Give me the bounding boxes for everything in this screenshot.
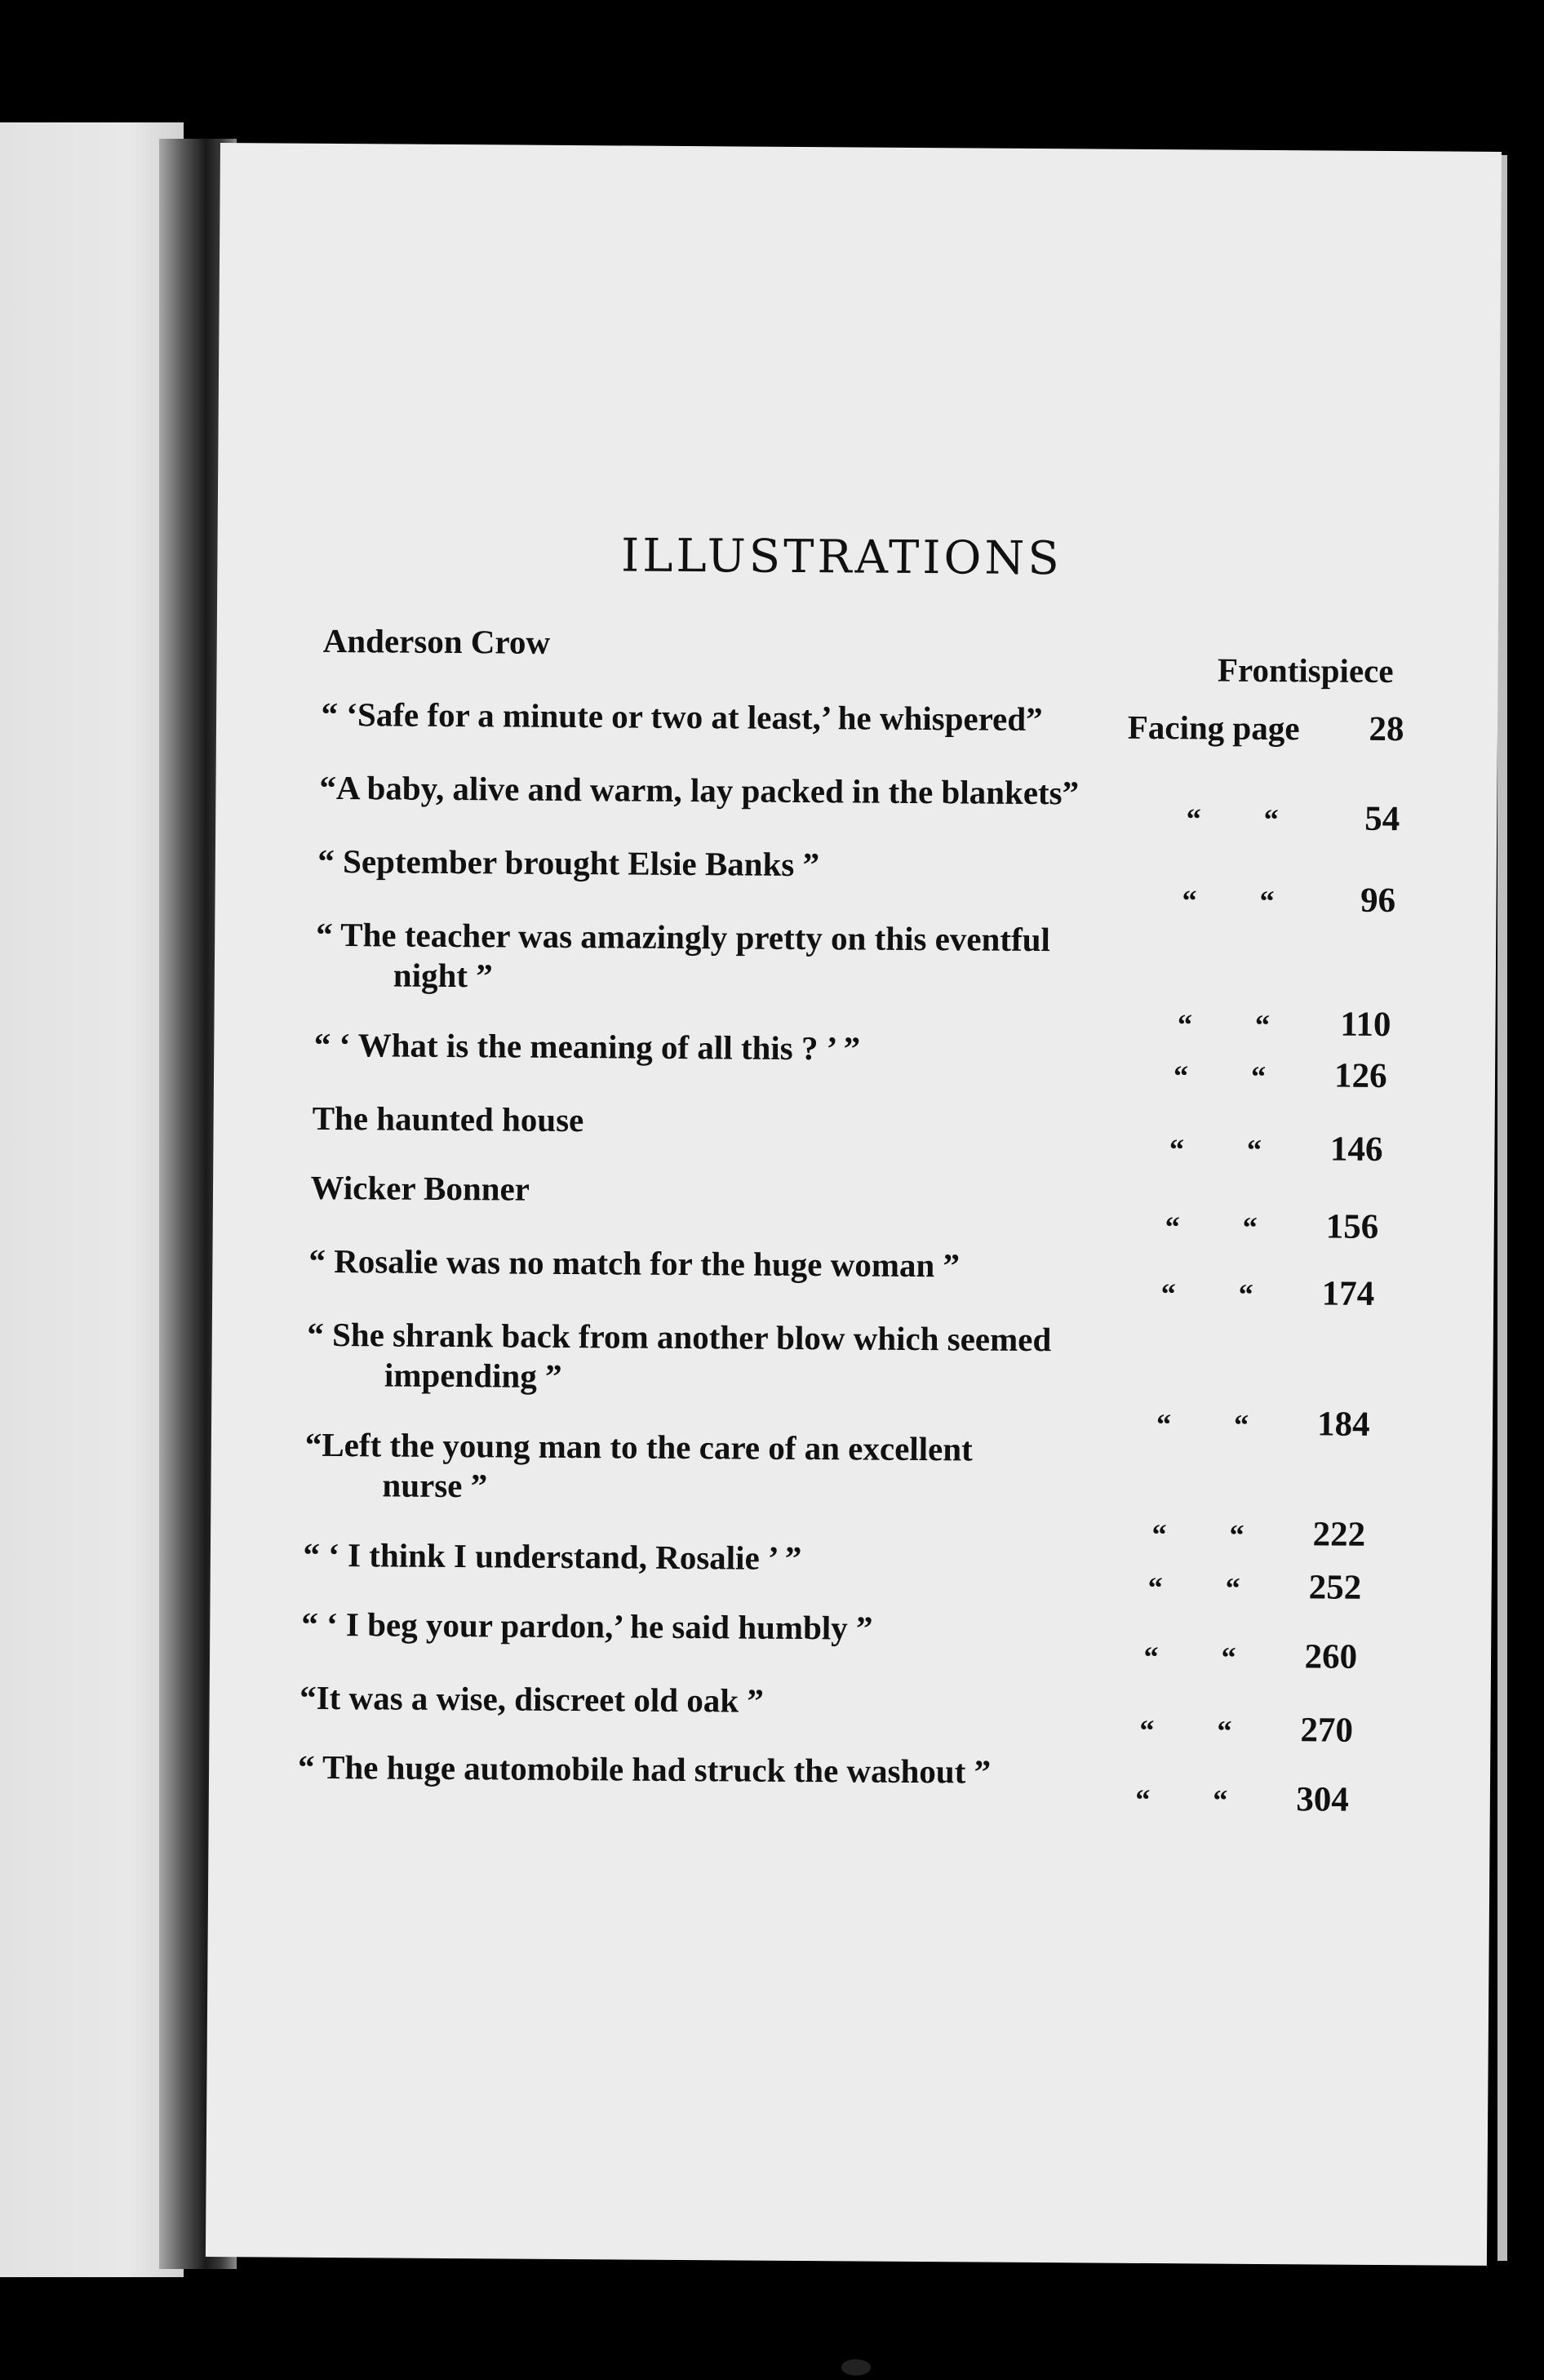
illustration-entry [316,915,1459,1045]
ditto-mark: “ [1143,1640,1159,1674]
illustration-caption [299,1678,1083,1724]
ditto-mark: “ [1182,884,1197,917]
caption-line: The haunted house [312,1099,584,1139]
illustration-caption [319,768,1103,814]
caption-line: “ ‘ I think I understand, Rosalie ’ ” [303,1535,802,1578]
illustration-caption [304,1425,1089,1511]
ditto-mark: “ [1173,1059,1189,1093]
facing-left-page [0,122,184,2277]
ditto-mark: “ [1225,1571,1240,1605]
illustration-entry [322,621,1466,690]
page-number: 146 [1329,1130,1383,1169]
caption-line: “ She shrank back from another blow which seemed [307,1315,1052,1359]
illustration-caption [307,1315,1091,1401]
illustration-entry [301,1605,1444,1676]
page-number: 174 [1321,1274,1375,1313]
illustration-caption [310,1168,1094,1214]
ditto-mark: “ [1233,1408,1249,1441]
illustration-entry [313,1025,1457,1096]
caption-line: Wicker Bonner [310,1168,530,1208]
ditto-mark: “ [1254,1008,1271,1042]
page-reference [1138,1127,1382,1171]
ditto-mark: “ [1169,1133,1185,1166]
page-reference [1128,707,1404,751]
page-reference [1142,1054,1386,1098]
caption-line: “ ‘ I beg your pardon,’ he said humbly ” [301,1605,873,1647]
illustration-caption [314,1025,1098,1071]
ditto-mark: “ [1213,1783,1228,1817]
ditto-mark: “ [1217,1714,1232,1747]
ditto-mark: “ [1229,1518,1245,1552]
ditto-mark: “ [1177,1008,1193,1041]
page-reference [1116,1565,1361,1610]
page-number: 260 [1304,1637,1358,1676]
page-number: 96 [1360,881,1396,921]
ditto-mark: “ [1139,1713,1155,1747]
page-reference [1108,1708,1353,1752]
page-number: 126 [1333,1056,1387,1096]
page-number: 28 [1369,709,1404,749]
ditto-mark: “ [1259,884,1275,918]
illustration-entry [317,841,1460,921]
ditto-mark: “ [1242,1210,1258,1244]
caption-line: Anderson Crow [322,621,551,661]
ditto-mark: “ [1186,802,1201,836]
page-number: 54 [1364,799,1400,839]
illustration-caption [321,695,1104,740]
caption-line-continued: night ” [393,956,493,995]
illustration-caption [298,1747,1081,1793]
page-number: 184 [1316,1405,1370,1444]
illustration-caption [323,621,1107,667]
page-reference [1151,878,1395,922]
caption-line: “ The teacher was amazingly pretty on this eventful [316,915,1051,959]
caption-line: “ The huge automobile had struck the washout ” [297,1747,992,1791]
caption-line: “ ‘Safe for a minute or two at least,’ he whispered” [321,695,1043,739]
caption-line: “ September brought Elsie Banks ” [317,841,820,884]
illustration-entry [297,1747,1440,1819]
page-reference [1112,1635,1357,1679]
page-number: 304 [1296,1780,1350,1819]
illustration-entry [321,695,1463,749]
ditto-mark: “ [1238,1277,1253,1311]
caption-line-continued: impending ” [384,1356,562,1396]
ditto-mark: “ [1151,1518,1167,1552]
illustration-caption [303,1535,1086,1581]
ditto-mark: “ [1156,1408,1172,1441]
page-number: 156 [1325,1207,1379,1246]
caption-line: “ Rosalie was no match for the huge woman ” [308,1241,961,1285]
illustration-entry [319,768,1462,839]
page-number: 110 [1340,1005,1391,1045]
illustration-entry [308,1241,1451,1313]
illustration-entry [312,1099,1454,1169]
page-reference [1155,797,1400,841]
page-number: 252 [1308,1568,1362,1607]
page-reference [1218,651,1409,692]
illustration-entry [304,1425,1448,1554]
illustration-caption [316,915,1100,1001]
page-reference [1134,1205,1378,1249]
illustration-caption [308,1241,1092,1287]
ditto-mark: “ [1135,1783,1151,1817]
caption-line: “Left the young man to the care of an excellent [304,1425,973,1468]
illustration-caption [301,1605,1085,1650]
ditto-mark: “ [1147,1570,1163,1605]
caption-line-continued: nurse ” [382,1466,488,1505]
illustrations-page [206,143,1502,2266]
ink-smudge [841,2359,871,2375]
illustration-entry [299,1678,1442,1750]
reference-label: Frontispiece [1217,651,1394,690]
page-reference [1129,1272,1374,1316]
page-number: 222 [1312,1515,1366,1554]
illustration-entry [303,1535,1445,1607]
ditto-mark: “ [1221,1641,1236,1674]
reference-label: Facing page [1127,708,1300,748]
page-title: ILLUSTRATIONS [620,529,1063,586]
caption-line: “It was a wise, discreet old oak ” [299,1678,765,1720]
page-reference [1104,1778,1349,1822]
ditto-mark: “ [1246,1133,1262,1166]
ditto-mark: “ [1160,1277,1176,1311]
illustration-entry [310,1168,1453,1246]
ditto-mark: “ [1263,802,1279,837]
illustration-caption [312,1099,1095,1144]
illustration-caption [317,841,1101,887]
caption-line: “ ‘ What is the meaning of all this ? ’ ” [313,1025,861,1068]
ditto-mark: “ [1250,1059,1267,1093]
page-number: 270 [1300,1711,1354,1750]
illustration-entry [307,1315,1450,1444]
ditto-mark: “ [1165,1210,1180,1244]
caption-line: “A baby, alive and warm, lay packed in the blankets” [319,768,1080,812]
